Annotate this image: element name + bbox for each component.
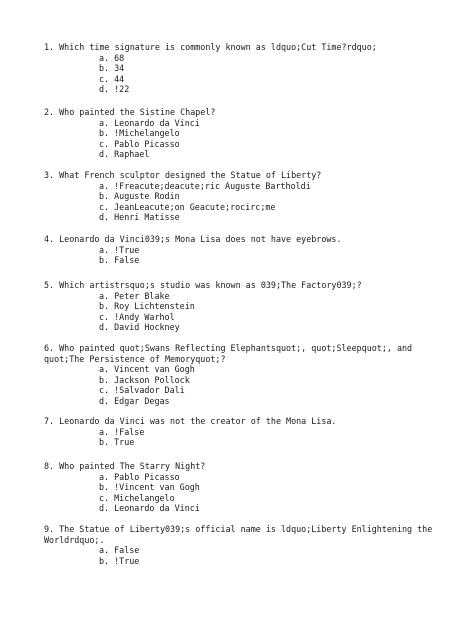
question-5-option-c: c. !Andy Warhol (99, 311, 175, 322)
question-6-option-c: c. !Salvador Dali (99, 385, 185, 395)
question-8-option-d: d. Leonardo da Vinci (99, 503, 200, 513)
question-3-option-a: a. !Freacute;deacute;ric Auguste Bartholdi (99, 180, 311, 191)
question-6 (44, 343, 434, 406)
question-8-option-a: a. Pablo Picasso (99, 471, 180, 482)
question-9-option-b: b. !True (99, 555, 140, 566)
question-3-option-c: c. JeanLeacute;on Geacute;rocirc;me (99, 201, 276, 212)
question-4-text: 4. Leonardo da Vinci039;s Mona Lisa does not have eyebrows. (44, 234, 342, 244)
question-6-option-b: b. Jackson Pollock (99, 374, 190, 385)
question-4 (44, 234, 434, 266)
question-2-option-a: a. Leonardo da Vinci (99, 117, 200, 128)
question-3-option-b: b. Auguste Rodin (99, 191, 180, 201)
question-2-option-d: d. Raphael (99, 149, 150, 159)
question-8-option-b: b. !Vincent van Gogh (99, 482, 200, 492)
question-7-option-b: b. True (99, 437, 135, 447)
question-1-option-b: b. 34 (99, 63, 125, 73)
question-6-option-a: a. Vincent van Gogh (99, 364, 195, 374)
question-6-option-d: d. Edgar Degas (99, 395, 170, 406)
question-8 (44, 461, 434, 514)
question-7 (44, 416, 434, 448)
question-9-option-a: a. False (99, 545, 140, 555)
question-2-option-c: c. Pablo Picasso (99, 138, 180, 149)
question-5 (44, 280, 434, 333)
question-7-option-a: a. !False (99, 426, 145, 437)
question-3-option-d: d. Henri Matisse (99, 212, 180, 222)
question-9-text: 9. The Statue of Liberty039;s official name is ldquo;Liberty Enlightening the Worldrdquo;. (44, 524, 438, 545)
question-5-option-a: a. Peter Blake (99, 290, 170, 301)
question-5-text: 5. Which artistrsquo;s studio was known as 039;The Factory039;? (44, 280, 362, 290)
question-5-option-b: b. Roy Lichtenstein (99, 301, 195, 311)
question-4-option-b: b. False (99, 255, 140, 265)
question-2 (44, 107, 434, 160)
question-7-text: 7. Leonardo da Vinci was not the creator of the Mona Lisa. (44, 416, 337, 426)
question-1-option-d: d. !22 (99, 84, 130, 94)
question-9 (44, 524, 438, 566)
question-3-text: 3. What French sculptor designed the Statue of Liberty? (44, 170, 322, 180)
question-2-text: 2. Who painted the Sistine Chapel? (44, 107, 216, 117)
question-5-option-d: d. David Hockney (99, 322, 180, 332)
question-1-option-c: c. 44 (99, 73, 125, 84)
question-8-text: 8. Who painted The Starry Night? (44, 461, 206, 471)
question-1 (44, 42, 434, 95)
question-1-text: 1. Which time signature is commonly known as ldquo;Cut Time?rdquo; (44, 42, 377, 52)
question-3 (44, 170, 434, 223)
question-1-option-a: a. 68 (99, 52, 125, 63)
question-4-option-a: a. !True (99, 244, 140, 255)
question-6-text: 6. Who painted quot;Swans Reflecting Elephantsquot;, quot;Sleepquot;, and quot;The Persistence of Memoryquot;? (44, 343, 418, 364)
question-8-option-c: c. Michelangelo (99, 492, 175, 503)
question-2-option-b: b. !Michelangelo (99, 128, 180, 138)
